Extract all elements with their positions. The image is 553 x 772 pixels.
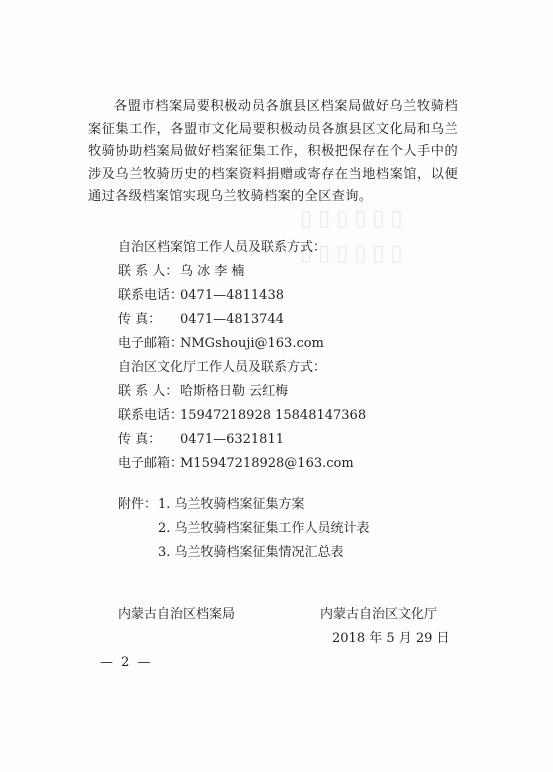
email-value: M15947218928@163.com [180,456,354,471]
phone-value: 15947218928 15848147368 [180,408,367,423]
culture-contact-heading: 自治区文化厅工作人员及联系方式： [118,360,327,375]
attachment-item: 3. 乌兰牧骑档案征集情况汇总表 [158,545,344,560]
culture-fax-row [118,428,284,447]
fax-label: 传 真： [118,312,162,327]
attachment-item: 1. 乌兰牧骑档案征集方案 [158,497,305,512]
phone-label: 联系电话： [118,408,184,423]
page-number: — 2 — [100,655,153,670]
email-value: NMGshouji@163.com [180,336,324,351]
bleed-through-mark: ▯▯▯▯▯▯ [300,240,409,266]
document-date: 2018 年 5 月 29 日 [332,631,450,646]
bleed-through-mark: ▯▯▯▯▯▯ [300,205,409,231]
contact-person-value: 乌 冰 李 楠 [180,264,245,279]
culture-phone-row [118,404,366,423]
fax-value: 0471—6321811 [180,432,284,447]
fax-label: 传 真： [118,432,162,447]
contact-person-label: 联 系 人： [118,384,179,399]
archives-fax-row [118,308,284,327]
attachment-item: 2. 乌兰牧骑档案征集工作人员统计表 [158,521,370,536]
attachments-label: 附件： [118,497,158,512]
culture-contact-person-row [118,380,288,399]
contact-person-value: 哈斯格日勒 云红梅 [180,384,289,399]
culture-email-row [118,452,354,471]
archives-contact-heading: 自治区档案馆工作人员及联系方式： [118,240,327,255]
archives-contact-person-row [118,260,244,279]
email-label: 电子邮箱： [118,456,184,471]
archives-email-row [118,332,324,351]
contact-person-label: 联 系 人： [118,264,179,279]
phone-label: 联系电话： [118,288,184,303]
body-paragraph: 各盟市档案局要积极动员各旗县区档案局做好乌兰牧骑档案征集工作，各盟市文化局要积极动员各旗县区文化局和乌兰牧骑协助档案局做好档案征集工作，积极把保存在个人手中的涉及乌兰牧骑历史的档案资料捐赠或寄存在当地档案馆，以便通过各级档案馆实现乌兰牧骑档案的全区查询。 [88,99,458,205]
phone-value: 0471—4811438 [180,288,284,303]
signature-culture-department: 内蒙古自治区文化厅 [320,607,438,622]
signature-archives-bureau: 内蒙古自治区档案局 [118,607,236,622]
fax-value: 0471—4813744 [180,312,284,327]
archives-phone-row [118,284,284,303]
email-label: 电子邮箱： [118,336,184,351]
